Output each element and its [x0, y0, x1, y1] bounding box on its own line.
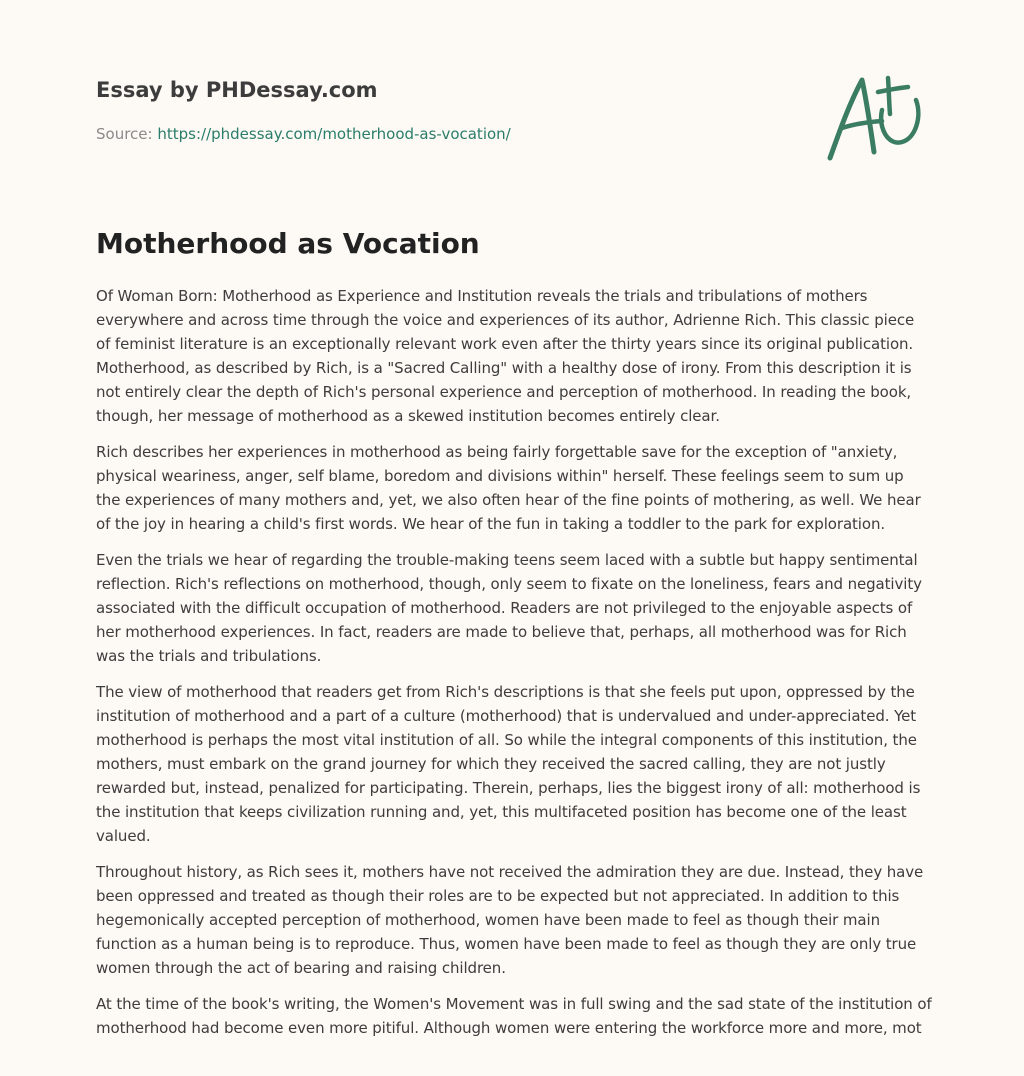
- source-line: [96, 124, 796, 144]
- essay-paragraph: Rich describes her experiences in motherhood as being fairly forgettable save for the exception of "anxiety, physical weariness, anger, self blame, boredom and divisions within" herself. These feelings seem to sum up the experiences of many mothers and, yet, we also often hear of the fine points of mothering, as well. We hear of the joy in hearing a child's first words. We hear of the fun in taking a toddler to the park for exploration.: [96, 443, 921, 533]
- essay-paragraph: The view of motherhood that readers get from Rich's descriptions is that she feels put upon, oppressed by the institution of motherhood and a part of a culture (motherhood) that is undervalued and under-appreciated. Yet motherhood is perhaps the most vital institution of all. So while the integral components of this institution, the mothers, must embark on the grand journey for which they received the sacred calling, they are not justly rewarded but, instead, penalized for participating. Therein, perhaps, lies the biggest irony of all: motherhood is the institution that keeps civilization running and, yet, this multifaceted position has become one of the least valued.: [96, 683, 921, 845]
- site-title: Essay by PHDessay.com: [96, 78, 378, 102]
- source-link[interactable]: https://phdessay.com/motherhood-as-vocation/: [157, 125, 511, 143]
- a-plus-grade-logo-icon: [822, 66, 932, 166]
- essay-header: [96, 76, 796, 144]
- essay-paragraph: Even the trials we hear of regarding the trouble-making teens seem laced with a subtle but happy sentimental reflection. Rich's reflections on motherhood, though, only seem to fixate on the loneliness, fears and negativity associated with the difficult occupation of motherhood. Readers are not privileged to the enjoyable aspects of her motherhood experiences. In fact, readers are made to believe that, perhaps, all motherhood was for Rich was the trials and tribulations.: [96, 551, 922, 665]
- essay-title: Motherhood as Vocation: [96, 227, 480, 260]
- essay-body: [96, 284, 932, 1076]
- essay-paragraph: Of Woman Born: Motherhood as Experience and Institution reveals the trials and tribulations of mothers everywhere and across time through the voice and experiences of its author, Adrienne Rich. This classic piece of feminist literature is an exceptionally relevant work even after the thirty years since its original publication. Motherhood, as described by Rich, is a "Sacred Calling" with a healthy dose of irony. From this description it is not entirely clear the depth of Rich's personal experience and perception of motherhood. In reading the book, though, her message of motherhood as a skewed institution becomes entirely clear.: [96, 287, 915, 425]
- essay-paragraph: Throughout history, as Rich sees it, mothers have not received the admiration they are due. Instead, they have been oppressed and treated as though their roles are to be expected but not appreciated. In addition to this hegemonically accepted perception of motherhood, women have been made to feel as though their main function as a human being is to reproduce. Thus, women have been made to feel as though they are only true women through the act of bearing and raising children.: [96, 863, 924, 977]
- source-label: Source:: [96, 125, 153, 143]
- essay-paragraph: At the time of the book's writing, the Women's Movement was in full swing and the sad state of the institution of motherhood had become even more pitiful. Although women were entering the workforce more and more, mot: [96, 995, 932, 1037]
